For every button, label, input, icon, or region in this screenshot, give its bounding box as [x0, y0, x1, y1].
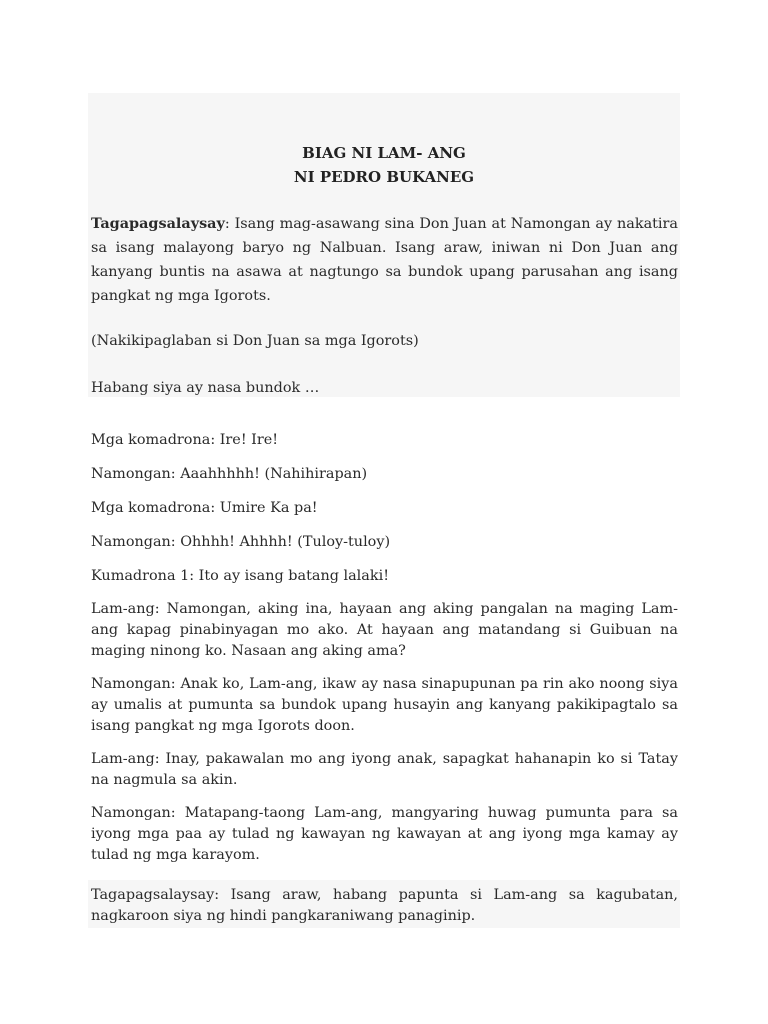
dialogue-line: Namongan: Ohhhh! Ahhhh! (Tuloy-tuloy) [91, 534, 391, 550]
dialogue-lam-ang: Lam-ang: Inay, pakawalan mo ang iyong anak, sapagkat hahanapin ko si Tatay na nagmula sa akin. [91, 751, 678, 788]
dialogue-line: Mga komadrona: Umire Ka pa! [91, 500, 318, 516]
paragraph-text: : Isang mag-asawang sina Don Juan at Namongan ay nakatira sa isang malayong baryo ng Nalbuan. Isang araw, iniwan ni Don Juan ang kanyang buntis na asawa at nagtungo sa bundok upang parusahan ang isang pangkat ng mga Igorots. [91, 216, 678, 304]
paragraph-narrator-end: Tagapagsalaysay: Isang araw, habang papunta si Lam-ang sa kagubatan, nagkaroon siya ng hindi pangkaraniwang panaginip. [91, 887, 678, 924]
dialogue-lam-ang: Lam-ang: Namongan, aking ina, hayaan ang aking pangalan na maging Lam-ang kapag pinabinyagan mo ako. At hayaan ang matandang si Guibuan na maging ninong ko. Nasaan ang aking ama? [91, 601, 678, 659]
dialogue-line: Kumadrona 1: Ito ay isang batang lalaki! [91, 568, 389, 584]
document-author: NI PEDRO BUKANEG [293, 168, 475, 186]
speaker-label: Tagapagsalaysay [91, 215, 225, 232]
dialogue-namongan: Namongan: Anak ko, Lam-ang, ikaw ay nasa sinapupunan pa rin ako noong siya ay umalis at pumunta sa bundok upang husayin ang kanyang pakikipagtalo sa isang pangkat ng mga Igorots doon. [91, 676, 678, 734]
paragraph-scene: Habang siya ay nasa bundok … [91, 380, 320, 396]
dialogue-namongan: Namongan: Matapang-taong Lam-ang, mangyaring huwag pumunta para sa iyong mga paa ay tulad ng kawayan ng kawayan at ang iyong mga kamay ay tulad ng mga karayom. [91, 805, 678, 863]
document-title: BIAG NI LAM- ANG [302, 144, 466, 162]
dialogue-line: Mga komadrona: Ire! Ire! [91, 432, 279, 448]
paragraph-narrator-intro [91, 212, 678, 308]
dialogue-line: Namongan: Aaahhhhh! (Nahihirapan) [91, 466, 368, 482]
paragraph-stage-direction: (Nakikipaglaban si Don Juan sa mga Igorots) [91, 333, 419, 349]
